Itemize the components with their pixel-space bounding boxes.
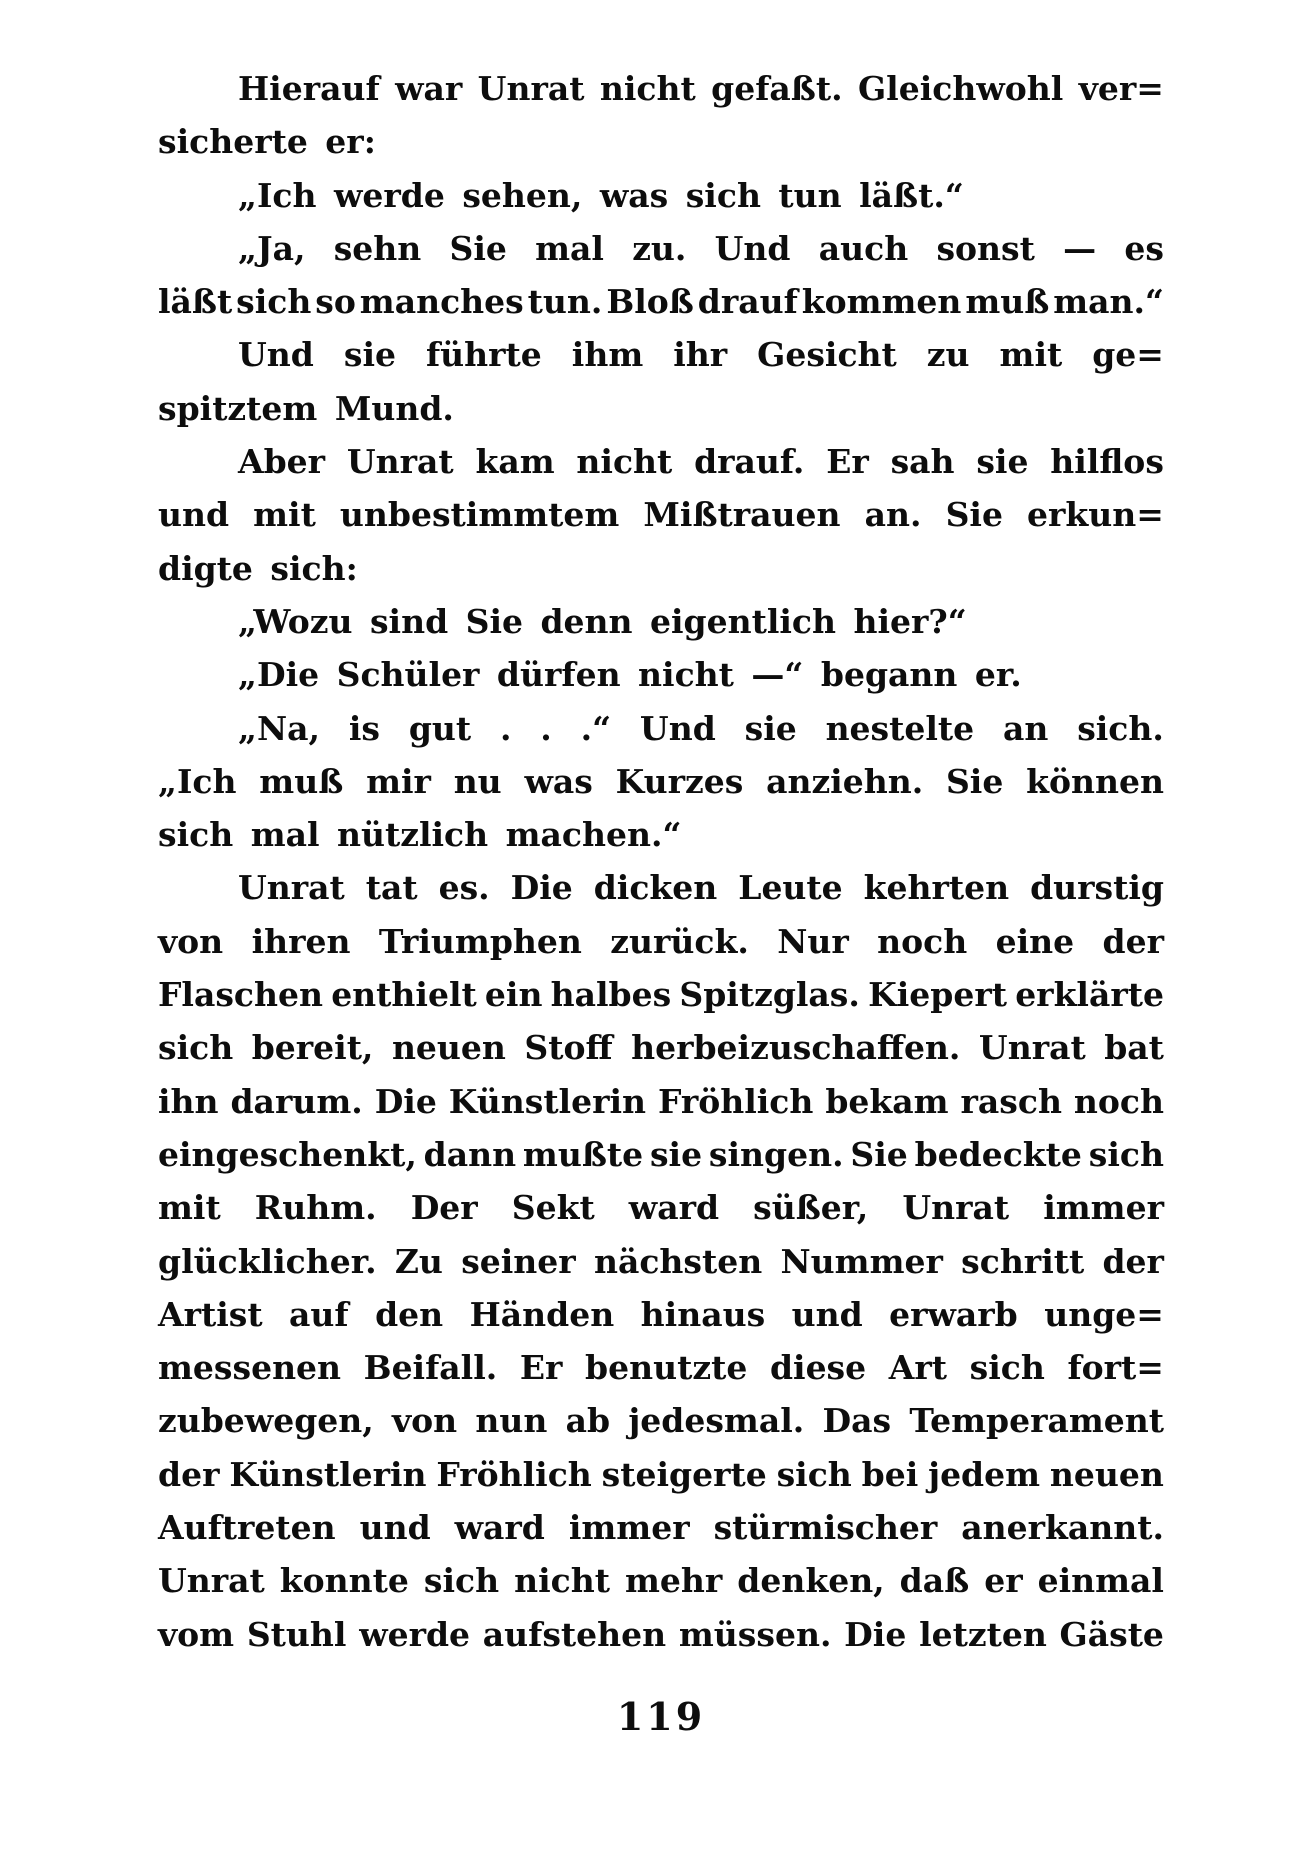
text-line bbox=[158, 915, 1164, 968]
word: nicht bbox=[599, 69, 696, 108]
word: können bbox=[1026, 761, 1164, 801]
word: Ruhm. bbox=[254, 1188, 377, 1228]
word: sich. bbox=[1077, 708, 1164, 748]
text-line: „Wozu sind Sie denn eigentlich hier?“ bbox=[238, 601, 967, 641]
word: steigerte bbox=[601, 1454, 767, 1494]
word: — bbox=[1063, 228, 1097, 268]
word: Und bbox=[714, 228, 791, 268]
word: sich bbox=[969, 1348, 1045, 1388]
word: singen. bbox=[708, 1134, 844, 1174]
word: Unrat bbox=[978, 1028, 1086, 1068]
word: sie bbox=[976, 442, 1029, 482]
word: Art bbox=[888, 1348, 947, 1388]
word: war bbox=[395, 69, 463, 108]
word: benutzte bbox=[585, 1348, 748, 1388]
text-line bbox=[158, 702, 1164, 755]
word: Unrat bbox=[238, 868, 345, 908]
word: muß bbox=[965, 282, 1050, 322]
word: Sie bbox=[945, 761, 1004, 801]
word: der bbox=[1102, 921, 1164, 961]
word: bedeckte bbox=[914, 1134, 1082, 1174]
word: zu. bbox=[632, 228, 687, 268]
word: ge= bbox=[1092, 335, 1164, 375]
word: darum. bbox=[230, 1081, 363, 1121]
word: dann bbox=[423, 1134, 517, 1174]
word: dicken bbox=[593, 868, 718, 908]
word: Und bbox=[639, 708, 716, 748]
word: „Na, bbox=[238, 708, 321, 748]
text-line: sich mal nützlich machen.“ bbox=[158, 815, 682, 855]
word: Das bbox=[822, 1401, 892, 1441]
word: was bbox=[524, 761, 593, 801]
word: rasch bbox=[960, 1081, 1062, 1121]
text-line bbox=[158, 1608, 1164, 1661]
word: mehr bbox=[624, 1561, 723, 1601]
word: Die bbox=[374, 1081, 437, 1121]
word: man.“ bbox=[1053, 282, 1164, 322]
word: Zu bbox=[394, 1241, 443, 1281]
word: Die bbox=[844, 1614, 907, 1654]
word: Sie bbox=[449, 228, 507, 268]
text-line bbox=[158, 1288, 1164, 1341]
word: Nur bbox=[777, 921, 849, 961]
word: Aber bbox=[238, 442, 326, 482]
word: Leute bbox=[738, 868, 843, 908]
word: nächsten bbox=[593, 1241, 763, 1281]
text-line bbox=[158, 755, 1164, 808]
word: ab bbox=[565, 1401, 611, 1441]
word: diese bbox=[769, 1348, 867, 1388]
word: kommen bbox=[801, 282, 962, 322]
text-line bbox=[158, 968, 1164, 1021]
text-line bbox=[158, 1021, 1164, 1074]
word: sie bbox=[343, 335, 396, 375]
word: Temperament bbox=[909, 1401, 1164, 1441]
word: Nummer bbox=[780, 1241, 943, 1281]
word: sie bbox=[649, 1134, 703, 1174]
word: „Ich bbox=[158, 761, 237, 801]
word: drauf. bbox=[694, 442, 805, 482]
word: aufstehen bbox=[482, 1614, 667, 1654]
word: bat bbox=[1104, 1028, 1164, 1068]
word: Fröhlich bbox=[436, 1454, 592, 1494]
word: fort= bbox=[1067, 1348, 1164, 1388]
word: und bbox=[791, 1294, 863, 1334]
word: neuen bbox=[1049, 1454, 1164, 1494]
text-line bbox=[158, 1181, 1164, 1234]
word: Er bbox=[826, 442, 869, 482]
word: . bbox=[499, 708, 512, 748]
text-line bbox=[158, 1128, 1164, 1181]
word: ihm bbox=[571, 335, 644, 375]
word: hinaus bbox=[640, 1294, 766, 1334]
word: enthielt bbox=[331, 975, 477, 1015]
word: seiner bbox=[461, 1241, 576, 1281]
word: daß bbox=[899, 1561, 970, 1601]
word: kam bbox=[475, 442, 555, 482]
word: . bbox=[540, 708, 552, 748]
word: bekam bbox=[825, 1081, 949, 1121]
text-line bbox=[158, 222, 1164, 275]
word: Sekt bbox=[511, 1188, 595, 1228]
word: noch bbox=[877, 921, 968, 961]
text-line bbox=[158, 62, 1164, 115]
word: ward bbox=[628, 1188, 720, 1228]
word: auf bbox=[289, 1294, 349, 1334]
word: ihr bbox=[673, 335, 728, 375]
word: gefaßt. bbox=[711, 69, 843, 108]
word: von bbox=[392, 1401, 458, 1441]
word: Flaschen bbox=[158, 975, 323, 1015]
word: mit bbox=[158, 1188, 221, 1228]
word: es. bbox=[438, 868, 490, 908]
word: mal bbox=[535, 228, 604, 268]
text-line: spitztem Mund. bbox=[158, 388, 454, 428]
word: letzten bbox=[919, 1614, 1047, 1654]
word: messenen bbox=[158, 1348, 342, 1388]
text-block bbox=[158, 62, 1164, 1661]
word: denken, bbox=[737, 1561, 885, 1601]
word: „Ja, bbox=[238, 228, 306, 268]
word: ward bbox=[454, 1508, 545, 1548]
word: Fröhlich bbox=[657, 1081, 814, 1121]
word: jedesmal. bbox=[628, 1401, 805, 1441]
word: noch bbox=[1073, 1081, 1164, 1121]
word: zubewegen, bbox=[158, 1401, 374, 1441]
word: sich bbox=[158, 1028, 234, 1068]
word: auch bbox=[818, 228, 909, 268]
word: vom bbox=[158, 1614, 235, 1654]
word: und bbox=[359, 1508, 431, 1548]
word: Beifall. bbox=[363, 1348, 498, 1388]
word: mußte bbox=[522, 1134, 644, 1174]
word: Stuhl bbox=[246, 1614, 347, 1654]
word: den bbox=[375, 1294, 444, 1334]
word: sich bbox=[236, 282, 312, 322]
word: .“ bbox=[580, 708, 612, 748]
text-line bbox=[158, 1341, 1164, 1394]
word: Kurzes bbox=[615, 761, 744, 801]
word: Er bbox=[519, 1348, 563, 1388]
word: Die bbox=[510, 868, 573, 908]
text-line bbox=[158, 1075, 1164, 1128]
word: sich bbox=[1088, 1134, 1164, 1174]
word: und bbox=[158, 495, 230, 535]
word: nestelte bbox=[825, 708, 975, 748]
word: sich bbox=[776, 1454, 852, 1494]
word: stürmischer bbox=[713, 1508, 938, 1548]
word: muß bbox=[259, 761, 344, 801]
word: an. bbox=[864, 495, 922, 535]
word: Triumphen bbox=[378, 921, 582, 961]
word: ein bbox=[484, 975, 543, 1015]
word: Bloß bbox=[606, 282, 694, 322]
word: der bbox=[1102, 1241, 1164, 1281]
text-line: digte sich: bbox=[158, 548, 358, 588]
word: mir bbox=[366, 761, 431, 801]
word: er bbox=[984, 1561, 1023, 1601]
word: Und bbox=[238, 335, 314, 375]
word: Mißtrauen bbox=[643, 495, 841, 535]
word: anerkannt. bbox=[961, 1508, 1164, 1548]
word: Unrat bbox=[477, 69, 585, 108]
text-line bbox=[158, 1448, 1164, 1501]
word: ihn bbox=[158, 1081, 219, 1121]
word: an bbox=[1002, 708, 1049, 748]
text-line bbox=[158, 861, 1164, 914]
word: Hierauf bbox=[238, 69, 380, 108]
word: werde bbox=[359, 1614, 471, 1654]
page-number: 119 bbox=[616, 1694, 706, 1739]
text-line bbox=[158, 1554, 1164, 1607]
word: Künstlerin bbox=[229, 1454, 427, 1494]
word: Sie bbox=[850, 1134, 908, 1174]
word: bei bbox=[861, 1454, 919, 1494]
word: Artist bbox=[158, 1294, 263, 1334]
word: nicht bbox=[514, 1561, 610, 1601]
word: schritt bbox=[961, 1241, 1085, 1281]
word: kehrten bbox=[863, 868, 1010, 908]
text-line bbox=[158, 488, 1164, 541]
word: so bbox=[315, 282, 356, 322]
word: Auftreten bbox=[158, 1508, 336, 1548]
word: immer bbox=[568, 1508, 690, 1548]
word: Stoff bbox=[524, 1028, 613, 1068]
word: eine bbox=[995, 921, 1075, 961]
text-line bbox=[158, 1235, 1164, 1288]
text-line: „Die Schüler dürfen nicht —“ begann er. bbox=[238, 655, 1022, 695]
word: einmal bbox=[1037, 1561, 1164, 1601]
word: sich bbox=[423, 1561, 500, 1601]
word: herbeizuschaffen. bbox=[631, 1028, 961, 1068]
word: Händen bbox=[469, 1294, 615, 1334]
word: Sie bbox=[945, 495, 1003, 535]
word: unge= bbox=[1044, 1294, 1164, 1334]
text-line bbox=[158, 275, 1164, 328]
word: zurück. bbox=[610, 921, 749, 961]
word: immer bbox=[1043, 1188, 1164, 1228]
word: Unrat bbox=[902, 1188, 1010, 1228]
word: läßt bbox=[158, 282, 233, 322]
word: sonst bbox=[936, 228, 1035, 268]
word: Gleichwohl bbox=[858, 69, 1064, 108]
word: Unrat bbox=[346, 442, 454, 482]
text-line bbox=[158, 1394, 1164, 1447]
word: jedem bbox=[928, 1454, 1041, 1494]
word: Kiepert bbox=[868, 975, 1007, 1015]
word: tat bbox=[365, 868, 418, 908]
word: drauf bbox=[697, 282, 798, 322]
word: bereit, bbox=[251, 1028, 374, 1068]
text-line bbox=[158, 328, 1164, 381]
word: müssen. bbox=[678, 1614, 832, 1654]
word: Spitzglas. bbox=[679, 975, 860, 1015]
word: gut bbox=[408, 708, 472, 748]
text-line: „Ich werde sehen, was sich tun läßt.“ bbox=[238, 175, 964, 215]
word: mit bbox=[999, 335, 1063, 375]
word: konnte bbox=[279, 1561, 409, 1601]
word: erkun= bbox=[1027, 495, 1164, 535]
word: hilflos bbox=[1050, 442, 1164, 482]
word: zu bbox=[926, 335, 970, 375]
word: mit bbox=[253, 495, 316, 535]
word: sehn bbox=[333, 228, 422, 268]
word: ver= bbox=[1078, 69, 1164, 108]
word: Unrat bbox=[158, 1561, 265, 1601]
word: Gäste bbox=[1059, 1614, 1164, 1654]
word: sie bbox=[744, 708, 797, 748]
word: nu bbox=[453, 761, 502, 801]
text-line: sicherte er: bbox=[158, 122, 376, 162]
text-line bbox=[158, 435, 1164, 488]
word: glücklicher. bbox=[158, 1241, 377, 1281]
word: erklärte bbox=[1015, 975, 1164, 1015]
word: eingeschenkt, bbox=[158, 1134, 417, 1174]
word: nun bbox=[475, 1401, 548, 1441]
word: durstig bbox=[1030, 868, 1164, 908]
word: es bbox=[1124, 228, 1164, 268]
word: neuen bbox=[391, 1028, 506, 1068]
word: ihren bbox=[251, 921, 351, 961]
word: is bbox=[348, 708, 380, 748]
word: Gesicht bbox=[757, 335, 897, 375]
word: erwarb bbox=[889, 1294, 1018, 1334]
word: der bbox=[158, 1454, 220, 1494]
word: unbestimmtem bbox=[339, 495, 620, 535]
text-line bbox=[158, 1501, 1164, 1554]
word: anziehn. bbox=[766, 761, 924, 801]
word: manches bbox=[359, 282, 524, 322]
word: von bbox=[158, 921, 224, 961]
word: sah bbox=[890, 442, 955, 482]
word: Der bbox=[410, 1188, 478, 1228]
word: führte bbox=[425, 335, 542, 375]
word: nicht bbox=[576, 442, 673, 482]
word: Künstlerin bbox=[448, 1081, 647, 1121]
word: süßer, bbox=[753, 1188, 869, 1228]
word: tun. bbox=[527, 282, 603, 322]
word: halbes bbox=[550, 975, 672, 1015]
